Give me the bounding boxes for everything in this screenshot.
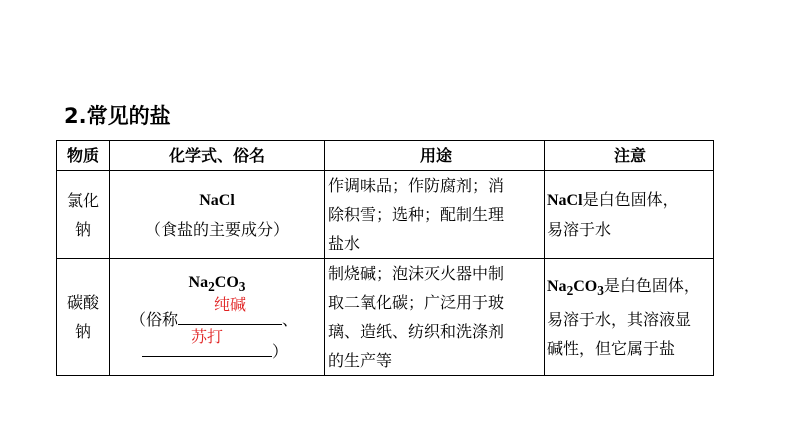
note-line: 易溶于水，其溶液显	[547, 310, 692, 330]
substance-line: 氯化	[66, 190, 99, 210]
answer-blank-2	[142, 326, 272, 357]
formula-cell	[110, 259, 325, 376]
formula-subscript: 3	[597, 283, 604, 299]
formula-subscript: 2	[208, 279, 215, 295]
substance-cell	[57, 171, 110, 259]
note-line: 碱性，但它属于盐	[547, 339, 676, 359]
table-row	[57, 259, 714, 376]
alias-prefix: （俗称	[130, 309, 179, 329]
use-line: 取二氧化碳；广泛用于玻	[328, 293, 505, 312]
header-formula: 化学式、俗名	[110, 141, 325, 171]
note-text: 是白色固体，	[582, 190, 679, 209]
note-formula	[547, 277, 604, 299]
use-line: 除积雪；选种；配制生理	[328, 205, 505, 224]
substance-line: 碳酸	[66, 293, 99, 312]
header-substance: 物质	[57, 141, 110, 171]
formula-part: CO	[214, 274, 239, 292]
alias-suffix: ）	[272, 341, 289, 361]
chemical-formula: NaCl	[199, 191, 235, 209]
substance-line: 钠	[74, 219, 91, 239]
formula-part: Na	[188, 274, 209, 292]
note-line	[547, 271, 713, 305]
header-notes: 注意	[545, 141, 714, 171]
note-formula: NaCl	[547, 192, 583, 209]
use-line: 璃、造纸、纺织和洗涤剂	[328, 322, 505, 341]
formula-subscript: 3	[238, 279, 246, 295]
table-row	[57, 171, 714, 259]
answer-1: 纯碱	[214, 294, 247, 314]
alias-separator: 、	[282, 309, 299, 329]
note-line	[547, 185, 713, 215]
formula-part: CO	[573, 277, 598, 295]
substance-cell	[57, 259, 110, 376]
salt-table	[56, 140, 714, 376]
use-line: 制烧碱；泡沫灭火器中制	[328, 264, 505, 283]
uses-cell	[325, 259, 545, 376]
use-line: 的生产等	[328, 351, 393, 370]
notes-cell	[545, 259, 714, 376]
notes-cell	[545, 171, 714, 259]
answer-2: 苏打	[190, 326, 223, 346]
formula-cell	[110, 171, 325, 259]
header-row	[57, 141, 714, 171]
uses-cell	[325, 171, 545, 259]
alias-line	[110, 326, 324, 366]
section-heading: 2.常见的盐	[64, 104, 171, 128]
common-name: （食盐的主要成分）	[144, 219, 289, 239]
formula-part: Na	[547, 277, 567, 295]
header-uses: 用途	[325, 141, 545, 171]
note-text: 是白色固体，	[603, 275, 700, 295]
substance-line: 钠	[74, 322, 91, 341]
use-line: 盐水	[328, 234, 361, 253]
use-line: 作调味品；作防腐剂；消	[328, 176, 505, 195]
note-line: 易溶于水	[547, 220, 612, 239]
formula-subscript: 2	[566, 283, 574, 299]
answer-blank-1	[178, 294, 282, 325]
